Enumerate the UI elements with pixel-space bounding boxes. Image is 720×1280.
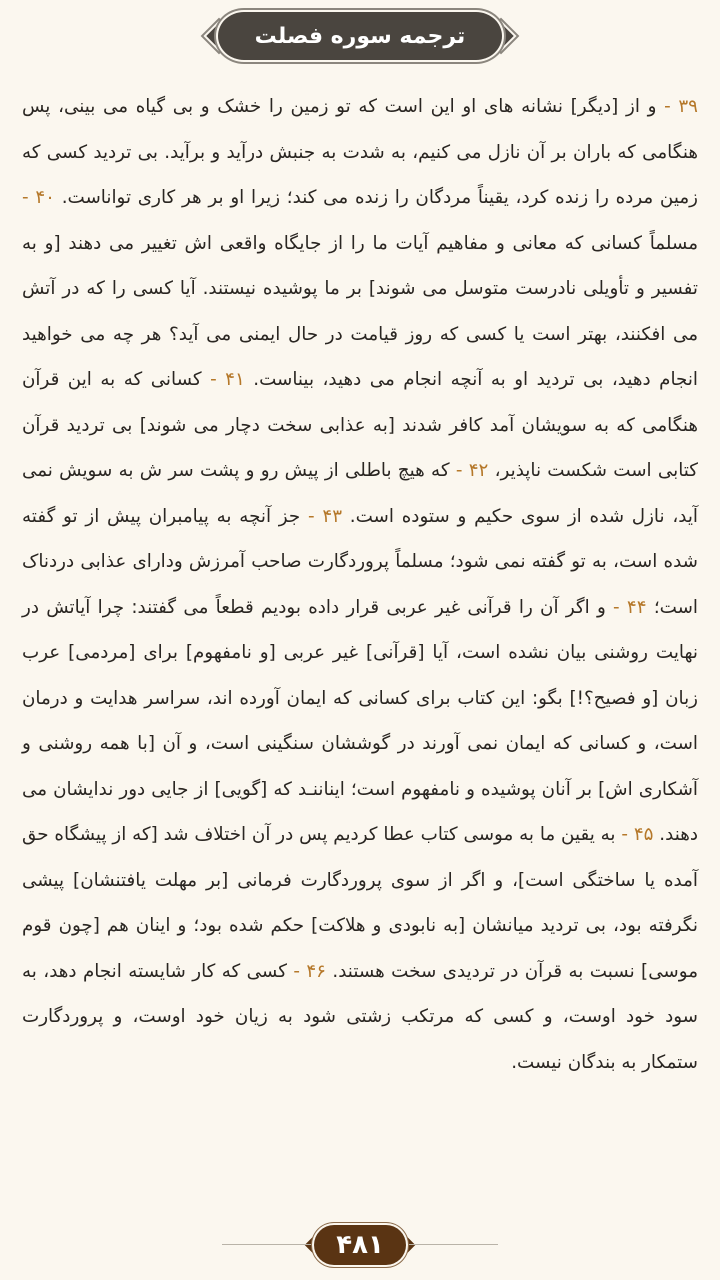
verse-number: ۳۹ -: [656, 96, 698, 117]
page-number: ۴۸۱: [336, 1230, 384, 1260]
verse-number: ۴۳ -: [300, 505, 343, 527]
page-number-badge: [314, 1225, 406, 1265]
verse-number: ۴۱ -: [201, 369, 245, 390]
surah-title-badge: [218, 12, 502, 60]
footer-divider-left: [222, 1244, 312, 1245]
verse-text: و از [دیگر] نشانه های او این است که تو زمین را خشک و بی گیاه می بینی، پس هنگامی که باران بر آن نازل می کنیم، به شدت به جنبش درآید و برآید. بی تردید کسی که زمین مرده را زنده کرد، یقیناً مردگان را زنده می کند؛ زیرا او بر هر کاری تواناست.: [22, 96, 698, 208]
verse-text: کسانی که به این قرآن هنگامی که به سویشان آمد کافر شدند [به عذابی سخت دچار می شوند] بی تردید قرآن کتابی است شکست ناپذیر،: [22, 369, 698, 481]
footer: [0, 1222, 720, 1268]
surah-title: ترجمه سوره فصلت: [254, 23, 466, 49]
verse-text: جز آنچه به پیامبران پیش از تو گفته شده است، به تو گفته نمی شود؛ مسلماً پروردگارت صاحب آمرزش ودارای عذابی دردناک است؛: [22, 505, 698, 618]
verse-number: ۴۰ -: [22, 187, 55, 208]
verse-number: ۴۲ -: [449, 460, 489, 481]
verse-number: ۴۵ -: [615, 824, 654, 845]
verse-text: که هیچ باطلی از پیش رو و پشت سر ش به سویش نمی آید، نازل شده از سوی حکیم و ستوده است.: [22, 460, 698, 527]
translation-text: [22, 84, 698, 1085]
verse-text: به یقین ما به موسی کتاب عطا کردیم پس در آن اختلاف شد [که از پیشگاه حق آمده یا ساختگی است]، و اگر از سوی پروردگارت فرمانی [بر مهلت یافتنشان] پیشی نگرفته بود، بی تردید میانشان [به نابودی و هلاکت] حکم شده بود؛ و اینان هم [چون قوم موسی] نسبت به قرآن در تردیدی سخت هستند.: [22, 824, 698, 982]
header: [0, 10, 720, 62]
verse-text: کسی که کار شایسته انجام دهد، به سود خود اوست، و کسی که مرتکب زشتی شود به زیان خود اوست، و پروردگارت ستمکار به بندگان نیست.: [22, 960, 698, 1073]
footer-divider-right: [408, 1244, 498, 1245]
verse-number: ۴۴ -: [605, 596, 647, 618]
verse-number: ۴۶ -: [286, 960, 326, 982]
verse-text: مسلماً کسانی که معانی و مفاهیم آیات ما را از جایگاه واقعی اش تغییر می دهند [و به تفسیر و تأویلی نادرست متوسل می شوند] بر ما پوشیده نیستند. آیا کسی را که در آتش می افکنند، بهتر است یا کسی که روز قیامت در حال ایمنی می آید؟ هر چه می خواهید انجام دهید، بی تردید او به آنچه انجام می دهید، بیناست.: [22, 232, 698, 390]
verse-text: و اگر آن را قرآنی غیر عربی قرار داده بودیم قطعاً می گفتند: چرا آیاتش در نهایت روشنی بیان نشده است، آیا [قرآنی] غیر عربی [و نامفهوم] برای [مردمی] عرب زبان [و فصیح؟!] بگو: این کتاب برای کسانی که ایمان آورده اند، سراسر هدایت و درمان است، و کسانی که ایمان نمی آورند در گوششان سنگینی است، و آن [با همه روشنی و آشکاری اش] بر آنان پوشیده و نامفهوم است؛ ایناننـد که [گویی] از جایی دور ندایشان می دهند.: [22, 596, 698, 845]
